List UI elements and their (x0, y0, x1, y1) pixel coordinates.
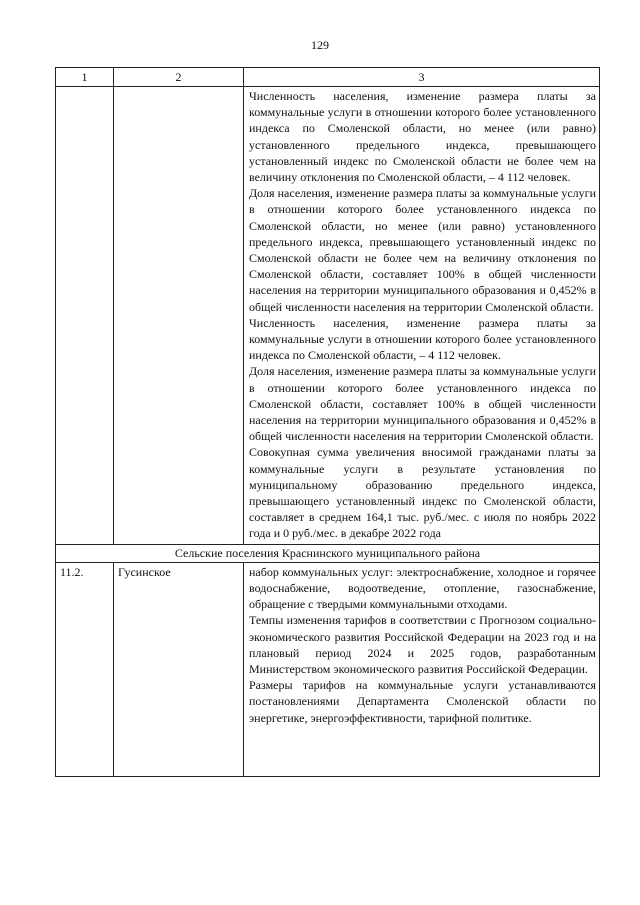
row-description-cell (244, 562, 600, 776)
header-col-2: 2 (114, 68, 244, 87)
tariff-table (55, 67, 600, 777)
table-row (56, 562, 600, 776)
paragraph: Доля населения, изменение размера платы за коммунальные услуги в отношении которого более установленного индекса по Смоленской области, но менее (или равно) установленного предельного индекса, превышающего установленный индекс по Смоленской области не более чем на величину отклонения по Смоленской области, составляет 100% в общей численности населения на территории муниципального образования и 0,452% в общей численности населения на территории Смоленской области. (249, 186, 596, 314)
row-number: 11.2. (56, 562, 114, 776)
section-title: Сельские поселения Краснинского муниципального района (56, 544, 600, 562)
paragraph: Темпы изменения тарифов в соответствии с Прогнозом социально-экономического развития Российской Федерации на 2023 год и на плановый период 2024 и 2025 годов, разработанным Министерством экономического развития Российской Федерации. (249, 613, 596, 676)
header-col-1: 1 (56, 68, 114, 87)
paragraph: Размеры тарифов на коммунальные услуги устанавливаются постановлениями Департамента Смоленской области по энергетике, энергоэффективности, тарифной политике. (249, 678, 596, 725)
table-row (56, 87, 600, 545)
settlement-name: Гусинское (114, 562, 244, 776)
paragraph: Совокупная сумма увеличения вносимой гражданами платы за коммунальные услуги в результате установления по муниципальному образованию предельного индекса, превышающего установленный индекс по Смоленской области, составляет в среднем 164,1 тыс. руб./мес. с июля по ноябрь 2022 года и 0 руб./мес. в декабре 2022 года (249, 445, 596, 541)
paragraph: Численность населения, изменение размера платы за коммунальные услуги в отношении которого более установленного индекса по Смоленской области, – 4 112 человек. (249, 315, 596, 363)
row-number-cell (56, 87, 114, 545)
paragraph: набор коммунальных услуг: электроснабжение, холодное и горячее водоснабжение, водоотведение, отопление, газоснабжение, обращение с твердыми коммунальными отходами. (249, 564, 596, 612)
section-header-row (56, 544, 600, 562)
row-name-cell (114, 87, 244, 545)
paragraph: Доля населения, изменение размера платы за коммунальные услуги в отношении которого более установленного индекса по Смоленской области, составляет 100% в общей численности населения на территории муниципального образования и 0,452% в общей численности населения на территории Смоленской области. (249, 364, 596, 444)
paragraph: Численность населения, изменение размера платы за коммунальные услуги в отношении которого более установленного индекса по Смоленской области, но менее (или равно) установленного предельного индекса, превышающего установленный индекс по Смоленской области не более чем на величину отклонения по Смоленской области, – 4 112 человек. (249, 89, 596, 185)
table-header-row (56, 68, 600, 87)
row-description-cell (244, 87, 600, 545)
page-number: 129 (311, 38, 329, 52)
header-col-3: 3 (244, 68, 600, 87)
